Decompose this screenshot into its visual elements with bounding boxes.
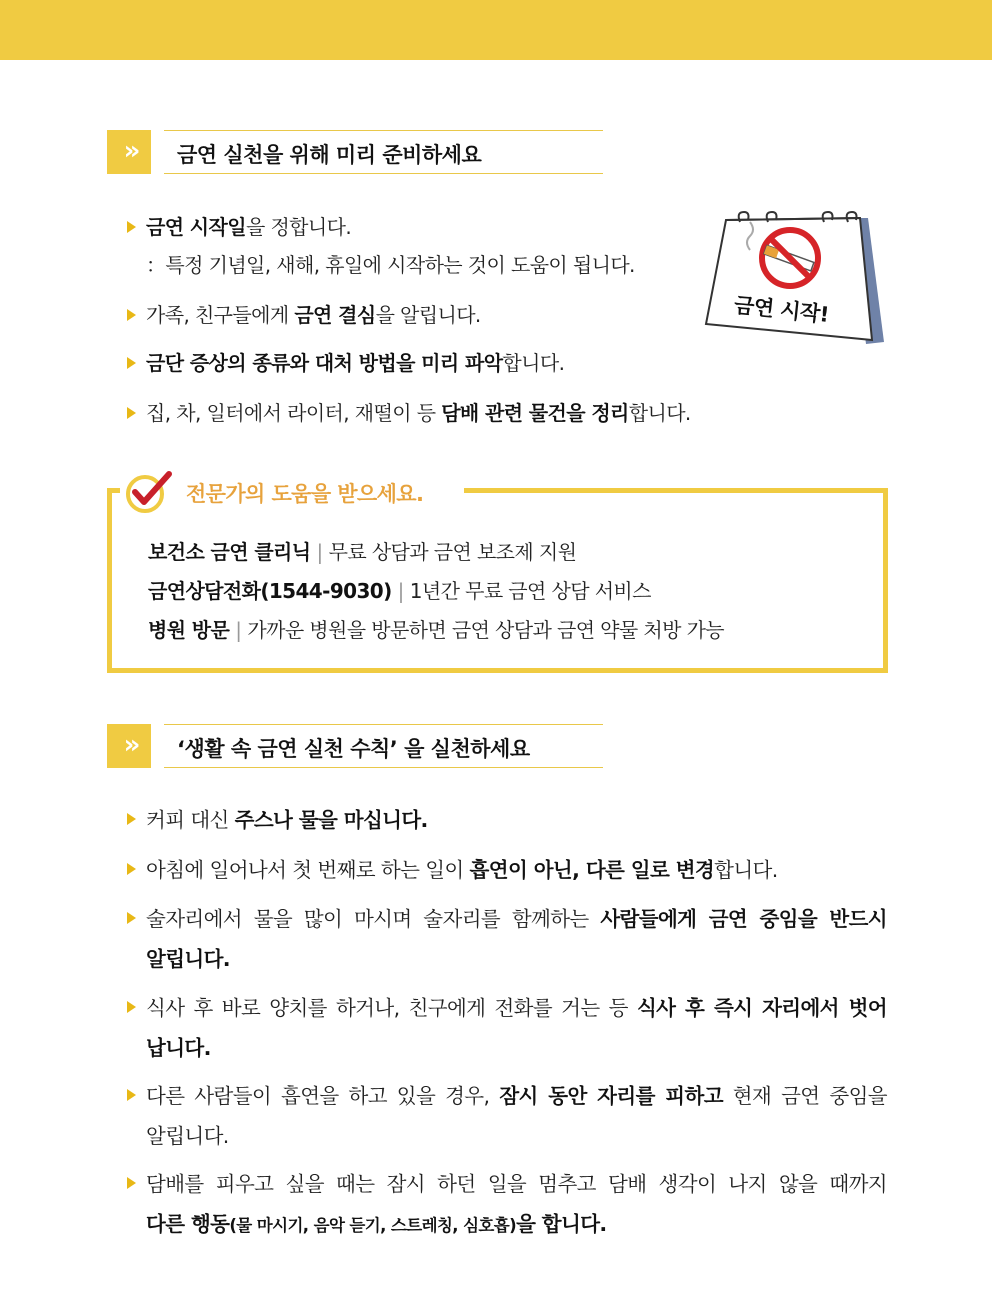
- item-text: 다른 사람들이 흡연을 하고 있을 경우,: [146, 1084, 500, 1108]
- triangle-bullet-icon: [127, 1089, 136, 1101]
- section2-title-box: [164, 724, 603, 768]
- item-bold: 담배 관련 물건을 정리: [441, 401, 629, 425]
- expert-desc: 1년간 무료 금연 상담 서비스: [409, 579, 651, 603]
- item-text: 가족, 친구들에게: [146, 303, 295, 327]
- separator: |: [397, 579, 404, 603]
- triangle-bullet-icon: [127, 1001, 136, 1013]
- item-bold: 금연 결심: [294, 303, 376, 327]
- item-text: 커피 대신: [146, 808, 235, 832]
- item-bold: 금단 증상의 종류와 대처 방법을 미리 파악: [146, 351, 503, 375]
- double-chevron-icon: »: [107, 724, 151, 768]
- expert-name: 병원 방문: [148, 618, 230, 642]
- item-text: 알립니다.: [146, 1124, 229, 1148]
- list-item: [127, 988, 887, 1068]
- triangle-bullet-icon: [127, 309, 136, 321]
- calendar-icon: [700, 208, 890, 354]
- triangle-bullet-icon: [127, 221, 136, 233]
- top-yellow-band: [0, 0, 992, 60]
- item-small: (물 마시기, 음악 듣기, 스트레칭, 심호흡): [229, 1216, 517, 1235]
- expert-desc: 무료 상담과 금연 보조제 지원: [328, 540, 577, 564]
- item-bold: 식사 후 즉시 자리에서 벗어: [636, 996, 887, 1020]
- item-text: 집, 차, 일터에서 라이터, 재떨이 등: [146, 401, 442, 425]
- list-item: [127, 208, 351, 247]
- triangle-bullet-icon: [127, 407, 136, 419]
- item-text: 합니다.: [628, 401, 691, 425]
- item-text: 합니다.: [502, 351, 565, 375]
- triangle-bullet-icon: [127, 912, 136, 924]
- checkmark-circle-icon: [123, 470, 175, 514]
- list-item-sub: ：특정 기념일, 새해, 휴일에 시작하는 것이 도움이 됩니다.: [146, 253, 635, 277]
- item-bold: 주스나 물을 마십니다.: [234, 808, 428, 832]
- expert-title: 전문가의 도움을 받으세요.: [186, 482, 424, 506]
- expert-name: 보건소 금연 클리닉: [148, 540, 311, 564]
- item-bold: 알립니다.: [146, 947, 230, 971]
- double-chevron-icon: »: [107, 130, 151, 174]
- section1-header: [107, 130, 603, 176]
- item-bold: 흡연이 아닌, 다른 일로 변경: [469, 858, 715, 882]
- expert-desc: 가까운 병원을 방문하면 금연 상담과 금연 약물 처방 가능: [247, 618, 725, 642]
- expert-name: 금연상담전화(1544-9030): [148, 579, 392, 603]
- triangle-bullet-icon: [127, 863, 136, 875]
- expert-line: [148, 614, 724, 643]
- separator: |: [316, 540, 323, 564]
- triangle-bullet-icon: [127, 357, 136, 369]
- item-bold: 사람들에게 금연 중임을 반드시: [600, 907, 888, 931]
- triangle-bullet-icon: [127, 1177, 136, 1189]
- item-bold: 납니다.: [146, 1036, 211, 1060]
- item-text: 담배를 피우고 싶을 때는 잠시 하던 일을 멈추고 담배 생각이 나지 않을 때까지: [146, 1172, 887, 1196]
- list-item: [127, 394, 691, 433]
- calendar-label: 금연 시작!: [732, 293, 830, 327]
- item-text: 을 정합니다.: [245, 215, 352, 239]
- list-item: [127, 1076, 887, 1156]
- no-smoking-calendar-illustration: [700, 208, 890, 354]
- list-item: [127, 899, 887, 979]
- list-item: [127, 800, 887, 840]
- expert-line: [148, 575, 651, 604]
- item-text: 을 알립니다.: [375, 303, 481, 327]
- separator: |: [235, 618, 242, 642]
- section1-title-box: [164, 130, 603, 174]
- triangle-bullet-icon: [127, 813, 136, 825]
- item-text: 술자리에서 물을 많이 마시며 술자리를 함께하는: [146, 907, 601, 931]
- item-bold: 금연 시작일: [146, 215, 246, 239]
- section2-title: ‘생활 속 금연 실천 수칙’ 을 실천하세요: [177, 737, 530, 761]
- section2-header: [107, 724, 603, 770]
- item-bold: 잠시 동안 자리를 피하고: [499, 1084, 723, 1108]
- item-text: 합니다.: [714, 858, 778, 882]
- item-bold: 다른 행동: [146, 1212, 230, 1236]
- item-text: 아침에 일어나서 첫 번째로 하는 일이: [146, 858, 470, 882]
- item-text: 현재 금연 중임을: [722, 1084, 888, 1108]
- item-bold: 을 합니다.: [516, 1212, 607, 1236]
- list-item: [127, 1164, 887, 1246]
- section1-title: 금연 실천을 위해 미리 준비하세요: [177, 143, 482, 167]
- list-item: [127, 850, 887, 890]
- list-item: [127, 296, 481, 335]
- expert-line: [148, 536, 576, 565]
- list-item: [127, 344, 564, 383]
- item-text: 식사 후 바로 양치를 하거나, 친구에게 전화를 거는 등: [146, 996, 637, 1020]
